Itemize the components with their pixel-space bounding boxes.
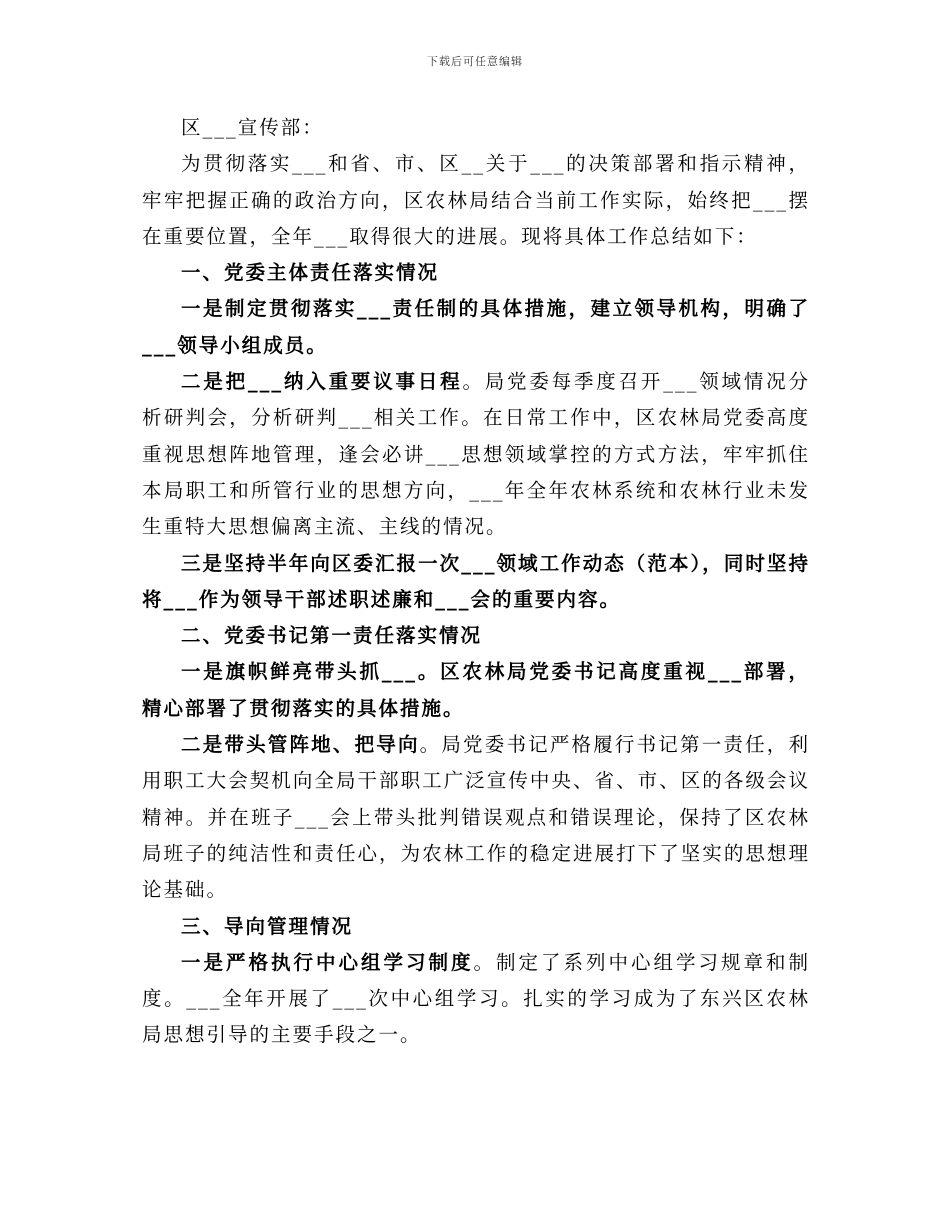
intro-paragraph: 为贯彻落实___和省、市、区__关于___的决策部署和指示精神，牢牢把握正确的政治方向，区农林局结合当前工作实际，始终把___摆在重要位置，全年___取得很大的进展。现将具体工作总结如下： bbox=[142, 152, 810, 248]
section-2-item-2-body: 。局党委书记严格履行书记第一责任，利用职工大会契机向全局干部职工广泛宣传中央、省、市、区的各级会议精神。并在班子___会上带头批判错误观点和错误理论，保持了区农林局班子的纯洁性和责任心，为农林工作的稳定进展打下了坚实的思想理论基础。 bbox=[142, 733, 810, 902]
section-1-heading: 一、党委主体责任落实情况 bbox=[181, 261, 440, 285]
section-2-item-1: 一是旗帜鲜亮带头抓___。区农林局党委书记高度重视___部署，精心部署了贯彻落实的具体措施。 bbox=[142, 660, 810, 720]
section-2-item-2-lead: 二是带头管阵地、把导向 bbox=[181, 733, 420, 757]
section-1-item-2 bbox=[142, 364, 810, 545]
section-3-item-1 bbox=[142, 945, 810, 1054]
section-3-heading: 三、导向管理情况 bbox=[181, 914, 354, 938]
section-3-item-1-body: 。制定了系列中心组学习规章和制度。___全年开展了___次中心组学习。扎实的学习成为了东兴区农林局思想引导的主要手段之一。 bbox=[142, 950, 810, 1047]
salutation: 区___宣传部： bbox=[181, 116, 324, 139]
section-1-item-1: 一是制定贯彻落实___责任制的具体措施，建立领导机构，明确了___领导小组成员。 bbox=[142, 297, 810, 357]
section-1-item-3: 三是坚持半年向区委汇报一次___领域工作动态（范本），同时坚持将___作为领导干部述职述廉和___会的重要内容。 bbox=[142, 551, 810, 611]
section-2-item-2 bbox=[142, 727, 810, 908]
document-body bbox=[142, 110, 810, 1054]
section-2-heading: 二、党委书记第一责任落实情况 bbox=[181, 624, 483, 648]
section-3-item-1-lead: 一是严格执行中心组学习制度 bbox=[181, 950, 474, 974]
page-header: 下载后可任意编辑 bbox=[427, 55, 523, 68]
section-1-item-2-body: 。局党委每季度召开___领域情况分析研判会，分析研判___相关工作。在日常工作中，区农林局党委高度重视思想阵地管理，逢会必讲___思想领域掌控的方式方法，牢牢抓住本局职工和所管行业的思想方向，___年全年农林系统和农林行业未发生重特大思想偏离主流、主线的情况。 bbox=[142, 370, 810, 539]
section-1-item-2-lead: 二是把___纳入重要议事日程 bbox=[181, 370, 463, 394]
